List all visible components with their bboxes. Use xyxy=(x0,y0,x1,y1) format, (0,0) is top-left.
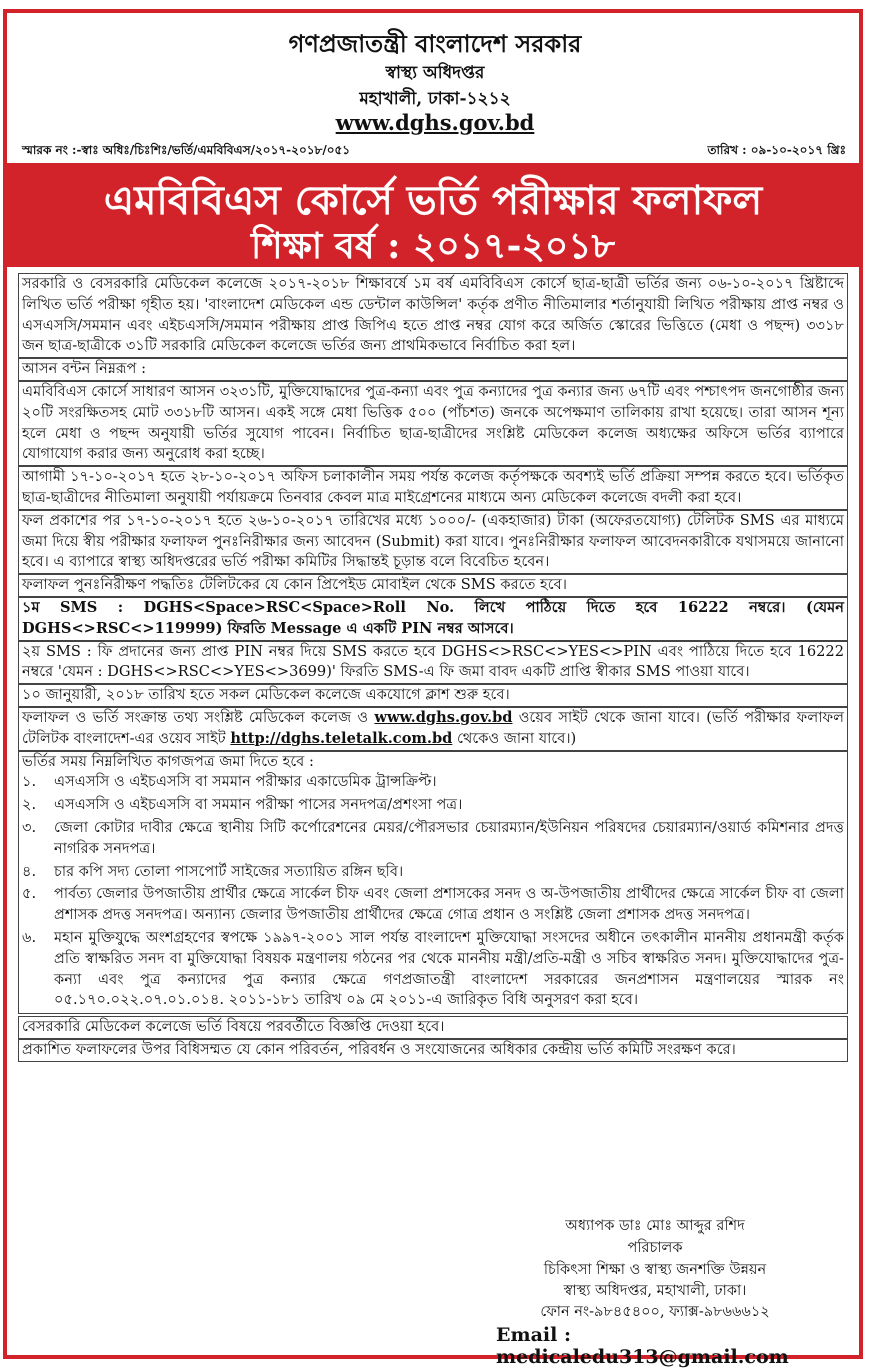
list-item-number: ৪. xyxy=(22,862,37,880)
paragraph-info-sources xyxy=(18,707,848,751)
list-item-text: জেলা কোটার দাবীর ক্ষেত্রে স্থানীয় সিটি কর্পোরেশনের মেয়র/পৌরসভার চেয়ারম্যান/ইউনিয়ন পরিষদের চেয়ারম্যান/ওয়ার্ড কমিশনার প্রদত্ত নাগরিক সনদপত্র। xyxy=(54,818,844,857)
title-banner xyxy=(7,163,859,267)
documents-section xyxy=(18,751,848,1015)
list-item-number: ২. xyxy=(22,796,37,814)
signatory-office: চিকিৎসা শিক্ষা ও স্বাস্থ্য জনশক্তি উন্নয়ন xyxy=(543,1262,767,1278)
documents-list xyxy=(22,772,844,1011)
list-item xyxy=(22,884,844,926)
notice-body xyxy=(18,273,848,1062)
info-text-c: থেকেও জানা যাবে।) xyxy=(452,729,577,747)
paragraph-reexamination: ফল প্রকাশের পর ১৭-১০-২০১৭ হতে ২৬-১০-২০১৭ তারিখের মধ্যে ১০০০/- (একহাজার) টাকা (অফেরতযোগ্য) টেলিটক SMS এর মাধ্যমে জমা দিয়ে স্বীয় পরীক্ষার ফলাফল পুনঃনিরীক্ষার জন্য আবেদন (Submit) করা যাবে। পুনঃনিরীক্ষার ফলাফল আবেদনকারীকে যথাসময়ে জানানো হবে। এ ব্যাপারে স্বাস্থ্য অধিদপ্তরের ভর্তি পরীক্ষা কমিটির সিদ্ধান্তই চূড়ান্ত বলে বিবেচিত হবেন। xyxy=(18,510,848,574)
list-item-number: ৬. xyxy=(22,928,37,946)
list-item-text: মহান মুক্তিযুদ্ধে অংশগ্রহণের স্বপক্ষে ১৯৯৭-২০০১ সাল পর্যন্ত বাংলাদেশ মুক্তিযোদ্ধা সংসদের অধীনে তৎকালীন মাননীয় প্রধানমন্ত্রী কর্তৃক প্রতি স্বাক্ষরিত সনদ বা মুক্তিযোদ্ধা বিষয়ক মন্ত্রণালয় গঠনের পর থেকে মাননীয় মন্ত্রী/প্রতি-মন্ত্রী ও সচিব স্বাক্ষরিত সনদ। মুক্তিযোদ্ধাদের পুত্র-কন্যা এবং পুত্র কন্যাদের পুত্র কন্যার ক্ষেত্রে গণপ্রজাতন্ত্রী বাংলাদেশ সরকারের জনপ্রশাসন মন্ত্রণালয়ের স্মারক নং ০৫.১৭০.০২২.০৭.০১.০১৪. ২০১১-১৮১ তারিখ ০৯ মে ২০১১-এ জারিকৃত বিধি অনুসরণ করা হবে। xyxy=(54,928,844,1009)
list-item-number: ৫. xyxy=(22,885,37,903)
signatory-email[interactable]: Email : medicaledu313@gmail.com xyxy=(496,1324,789,1368)
list-item xyxy=(22,818,844,860)
signatory-address: স্বাস্থ্য অধিদপ্তর, মহাখালী, ঢাকা। xyxy=(563,1283,747,1299)
notice-date: তারিখ : ০৯-১০-২০১৭ খ্রিঃ xyxy=(707,143,846,157)
list-item xyxy=(22,772,844,793)
sms-step-1: ১ম SMS : DGHS<Space>RSC<Space>Roll No. লিখে পাঠিয়ে দিতে হবে 16222 নম্বরে। (যেমন DGHS<>RSC<>119999) ফিরতি Message এ একটি PIN নম্বর আসবে। xyxy=(18,597,848,641)
seat-heading: আসন বন্টন নিম্নরূপ : xyxy=(18,358,848,381)
paragraph-class-start: ১০ জানুয়ারী, ২০১৮ তারিখ হতে সকল মেডিকেল কলেজে একযোগে ক্লাশ শুরু হবে। xyxy=(18,684,848,707)
list-item xyxy=(22,928,844,1011)
paragraph-selection: সরকারি ও বেসরকারি মেডিকেল কলেজে ২০১৭-২০১৮ শিক্ষাবর্ষে ১ম বর্ষ এমবিবিএস কোর্সে ছাত্র-ছাত্রী ভর্তির জন্য ০৬-১০-২০১৭ খ্রিষ্টাব্দে লিখিত ভর্তি পরীক্ষা গৃহীত হয়। 'বাংলাদেশ মেডিকেল এন্ড ডেন্টাল কাউন্সিল' কর্তৃক প্রণীত নীতিমালার শর্তানুযায়ী লিখিত পরীক্ষায় প্রাপ্ত নম্বর ও এসএসসি/সমমান এবং এইচএসসি/সমমান পরীক্ষায় প্রাপ্ত জিপিএ হতে প্রাপ্ত নম্বর যোগ করে অর্জিত স্কোরের ভিত্তিতে (মেধা ও পছন্দ) ৩৩১৮ জন ছাত্র-ছাত্রীকে ৩১টি সরকারি মেডিকেল কলেজে ভর্তির জন্য প্রাথমিকভাবে নির্বাচিত করা হল। xyxy=(18,273,848,358)
list-item-number: ১. xyxy=(22,773,37,791)
list-item xyxy=(22,795,844,816)
teletalk-website-link[interactable]: http://dghs.teletalk.com.bd xyxy=(230,729,453,747)
website-link[interactable]: www.dghs.gov.bd xyxy=(335,110,535,135)
info-text-a: ফলাফল ও ভর্তি সংক্রান্ত তথ্য সংশ্লিষ্ট মেডিকেল কলেজ ও xyxy=(22,708,375,726)
list-item-text: এসএসসি ও এইচএসসি বা সমমান পরীক্ষার একাডেমিক ট্রান্সক্রিপ্ট। xyxy=(54,773,437,791)
paragraph-admission-period: আগামী ১৭-১০-২০১৭ হতে ২৮-১০-২০১৭ অফিস চলাকালীন সময় পর্যন্ত কলেজ কর্তৃপক্ষকে অবশ্যই ভর্তি প্রক্রিয়া সম্পন্ন করতে হবে। ভর্তিকৃত ছাত্র-ছাত্রীদের নীতিমালা অনুযায়ী পর্যায়ক্রমে তিনবার কেবল মাত্র মাইগ্রেশনের মাধ্যমে অন্য মেডিকেল কলেজে বদলী করা হবে। xyxy=(18,466,848,510)
banner-title: এমবিবিএস কোর্সে ভর্তি পরীক্ষার ফলাফল xyxy=(103,177,763,224)
paragraph-reexam-method: ফলাফল পুনঃনিরীক্ষণ পদ্ধতিঃ টেলিটকের যে কোন প্রিপেইড মোবাইল থেকে SMS করতে হবে। xyxy=(18,574,848,597)
paragraph-private-colleges: বেসরকারি মেডিকেল কলেজে ভর্তি বিষয়ে পরবর্তীতে বিজ্ঞপ্তি দেওয়া হবে। xyxy=(18,1016,848,1039)
info-text-b: ওয়েব সাইট থেকে জানা যাবে। (ভর্তি পরীক্ষার ফলাফল টেলিটক বাংলাদেশ-এর ওয়েব সাইট xyxy=(22,708,844,747)
office-address: মহাখালী, ঢাকা-১২১২ xyxy=(359,89,511,109)
dghs-website-link[interactable]: www.dghs.gov.bd xyxy=(374,708,513,726)
list-item-text: চার কপি সদ্য তোলা পাসপোর্ট সাইজের সত্যায়িত রঙ্গিন ছবি। xyxy=(54,862,404,880)
paragraph-rights-reserved: প্রকাশিত ফলাফলের উপর বিধিসম্মত যে কোন পরিবর্তন, পরিবর্ধন ও সংযোজনের অধিকার কেন্দ্রীয় ভর্তি কমিটি সংরক্ষণ করে। xyxy=(18,1039,848,1062)
signatory-phone: ফোন নং-৯৮৪৫৪০০, ফ্যাক্স-৯৮৬৬৬১২ xyxy=(540,1304,770,1320)
list-item-number: ৩. xyxy=(22,818,37,836)
paragraph-seats: এমবিবিএস কোর্সে সাধারণ আসন ৩২৩১টি, মুক্তিযোদ্ধাদের পুত্র-কন্যা এবং পুত্র কন্যাদের পুত্র কন্যার জন্য ৬৭টি এবং পশ্চাৎপদ জনগোষ্ঠীর জন্য ২০টি সংরক্ষিতসহ মোট ৩৩১৮টি আসন। একই সঙ্গে মেধা ভিত্তিক ৫০০ (পাঁচশত) জনকে অপেক্ষমাণ তালিকায় রাখা হয়েছে। তারা আসন শূন্য হলে মেধা ও পছন্দ অনুযায়ী ভর্তির সুযোগ পাবেন। নির্বাচিত ছাত্র-ছাত্রীদের সংশ্লিষ্ট মেডিকেল কলেজ অধ্যক্ষের অফিসে ভর্তির ব্যাপারে যোগাযোগ করার জন্য অনুরোধ করা হচ্ছে। xyxy=(18,381,848,466)
sms-step-2: ২য় SMS : ফি প্রদানের জন্য প্রাপ্ত PIN নম্বর দিয়ে SMS করতে হবে DGHS<>RSC<>YES<>PIN এবং পাঠিয়ে দিতে হবে 16222 নম্বরে 'যেমন : DGHS<>RSC<>YES<>3699)' ফিরতি SMS-এ ফি জমা বাবদ একটি প্রাপ্তি স্বীকার SMS পাওয়া যাবে। xyxy=(18,641,848,685)
documents-heading: ভর্তির সময় নিম্নলিখিত কাগজপত্র জমা দিতে হবে : xyxy=(22,752,314,770)
banner-session: শিক্ষা বর্ষ : ২০১৭-২০১৮ xyxy=(250,225,616,267)
list-item-text: পার্বত্য জেলার উপজাতীয় প্রার্থীর ক্ষেত্রে সার্কেল চীফ এবং জেলা প্রশাসকের সনদ ও অ-উপজাতীয় প্রার্থীদের ক্ষেত্রে সার্কেল চীফ বা জেলা প্রশাসক প্রদত্ত সনদপত্র। অন্যান্য জেলার উপজাতীয় প্রার্থীদের ক্ষেত্রে গোত্র প্রধান ও সংশ্লিষ্ট জেলা প্রশাসক প্রদত্ত সনদপত্র। xyxy=(54,885,844,924)
list-item-text: এসএসসি ও এইচএসসি বা সমমান পরীক্ষা পাসের সনদপত্র/প্রশংসা পত্র। xyxy=(54,796,463,814)
department-name: স্বাস্থ্য অধিদপ্তর xyxy=(385,63,485,83)
list-item xyxy=(22,862,844,883)
signatory-designation: পরিচালক xyxy=(627,1240,683,1256)
government-title: গণপ্রজাতন্ত্রী বাংলাদেশ সরকার xyxy=(288,29,582,58)
signatory-name: অধ্যাপক ডাঃ মোঃ আব্দুর রশিদ xyxy=(565,1218,745,1234)
memo-number: স্মারক নং :-স্বাঃ অধিঃ/চিঃশিঃ/ভর্তি/এমবিবিএস/২০১৭-২০১৮/০৫১ xyxy=(22,143,351,157)
